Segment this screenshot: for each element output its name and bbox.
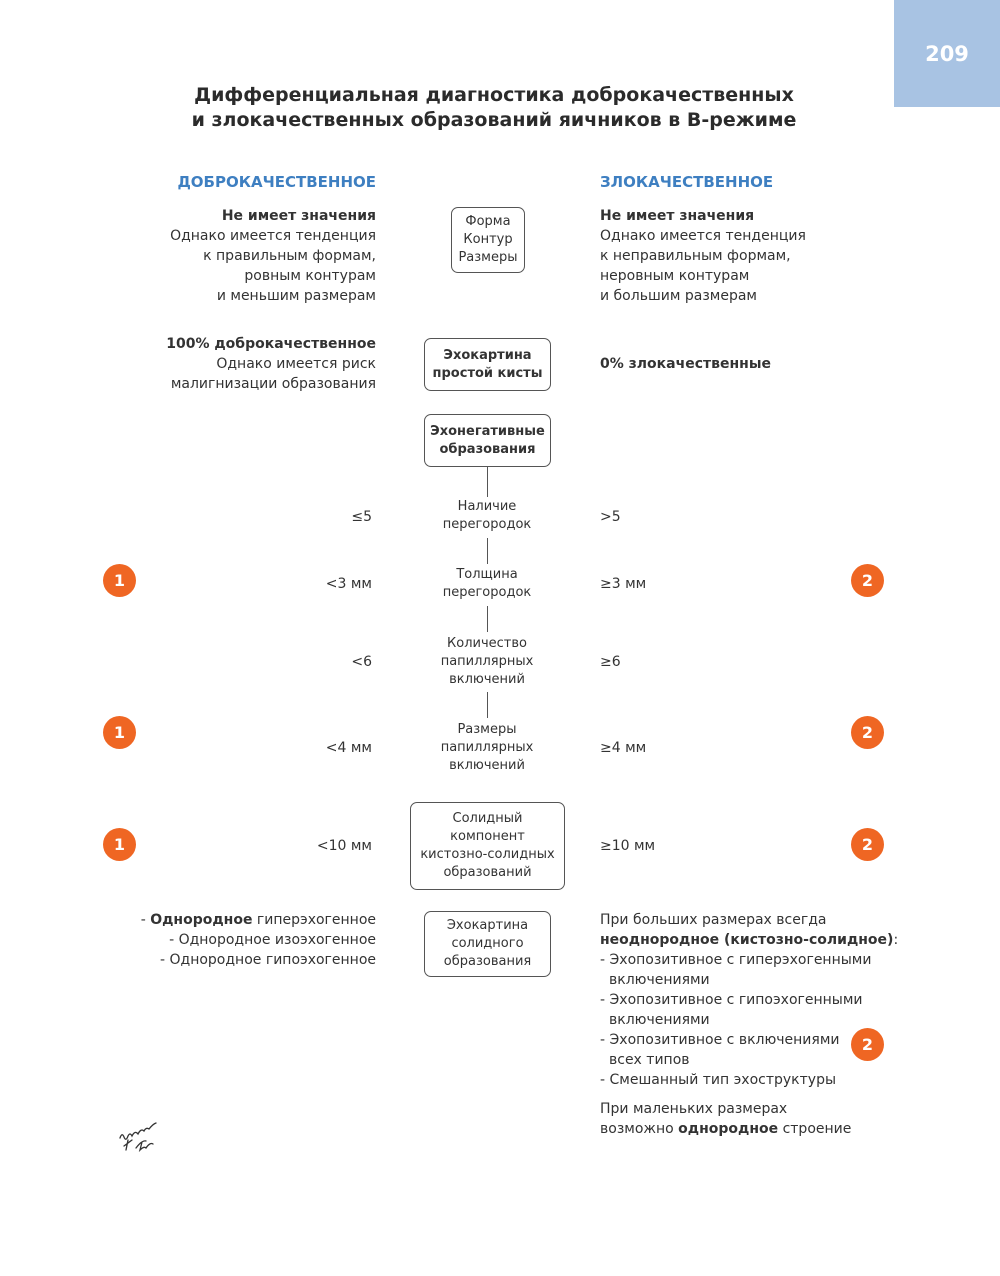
- shape-malignant-line: Однако имеется тенденция: [600, 228, 806, 244]
- box-line: Контур: [463, 232, 513, 247]
- box-line: Форма: [465, 214, 511, 229]
- label-line: перегородок: [442, 517, 532, 532]
- label-line: Размеры: [457, 722, 517, 737]
- label-line: папиллярных: [440, 740, 534, 755]
- papillary-size-malignant-value: ≥4 мм: [600, 740, 647, 756]
- badge-1: 1: [103, 564, 136, 597]
- page-number: 209: [894, 0, 1000, 107]
- papillary-count-label: [402, 635, 572, 689]
- shape-malignant-line: к неправильным формам,: [600, 248, 791, 264]
- box-line: Эхокартина: [446, 918, 529, 933]
- connector-line: [487, 606, 488, 632]
- shape-benign-line: Однако имеется тенденция: [170, 228, 376, 244]
- simple-cyst-benign-line: малигнизации образования: [170, 376, 376, 392]
- connector-line: [487, 692, 488, 718]
- solid-malignant-item: включениями: [609, 1012, 710, 1028]
- septa-presence-benign-value: ≤5: [351, 509, 372, 525]
- solid-small-size-line-2: [600, 1119, 898, 1139]
- solid-malignant-item: - Смешанный тип эхоструктуры: [600, 1072, 837, 1088]
- simple-cyst-benign-line: Однако имеется риск: [216, 356, 376, 372]
- papillary-count-benign-value: <6: [351, 654, 372, 670]
- solid-benign-line-1: [141, 910, 376, 930]
- label-line: Количество: [447, 636, 527, 651]
- papillary-count-malignant-value: ≥6: [600, 654, 621, 670]
- anechoic-formations-box: [424, 414, 551, 467]
- solid-malignant-item: - Эхопозитивное с включениями: [600, 1032, 840, 1048]
- structure-text: строение: [778, 1121, 852, 1137]
- label-line: Толщина: [456, 567, 518, 582]
- solid-malignant-item: - Эхопозитивное с гиперэхогенными: [600, 952, 872, 968]
- solid-component-box: [410, 802, 565, 890]
- septa-presence-malignant-value: >5: [600, 509, 621, 525]
- connector-line: [487, 538, 488, 564]
- box-line: компонент: [450, 829, 525, 844]
- label-line: перегородок: [442, 585, 532, 600]
- shape-malignant-line: и большим размерам: [600, 288, 757, 304]
- badge-2: 2: [851, 716, 884, 749]
- solid-benign-line: - Однородное гипоэхогенное: [160, 952, 376, 968]
- label-line: включений: [449, 672, 525, 687]
- solid-malignant-item: всех типов: [609, 1052, 690, 1068]
- shape-benign-line: ровным контурам: [244, 268, 376, 284]
- box-line: образований: [443, 865, 532, 880]
- badge-1: 1: [103, 828, 136, 861]
- box-line: Солидный: [452, 811, 523, 826]
- solid-component-malignant-value: ≥10 мм: [600, 838, 656, 854]
- box-line: простой кисты: [432, 365, 543, 381]
- solid-benign-text: [141, 910, 376, 970]
- hyperechoic-text: гиперэхогенное: [252, 912, 376, 928]
- shape-malignant-line: неровным контурам: [600, 268, 750, 284]
- label-line: Наличие: [457, 499, 517, 514]
- box-line: образования: [443, 954, 532, 969]
- solid-benign-line: - Однородное изоэхогенное: [169, 932, 376, 948]
- solid-small-size-line-1: При маленьких размерах: [600, 1101, 788, 1117]
- box-line: кистозно-солидных: [420, 847, 555, 862]
- solid-malignant-intro: При больших размерах всегда: [600, 912, 827, 928]
- shape-benign-line: к правильным формам,: [203, 248, 376, 264]
- solid-malignant-item: - Эхопозитивное с гипоэхогенными: [600, 992, 863, 1008]
- solid-formation-box: [424, 911, 551, 977]
- badge-2: 2: [851, 1028, 884, 1061]
- solid-malignant-item: включениями: [609, 972, 710, 988]
- septa-thickness-benign-value: <3 мм: [325, 576, 372, 592]
- papillary-size-label: [402, 721, 572, 775]
- shape-malignant-bold: Не имеет значения: [600, 208, 755, 224]
- page-title-line-2: и злокачественных образований яичников в В-режиме: [191, 109, 797, 131]
- shape-benign-bold: Не имеет значения: [221, 208, 376, 224]
- septa-thickness-label: [402, 566, 572, 602]
- shape-benign-line: и меньшим размерам: [216, 288, 376, 304]
- possible-text: возможно: [600, 1121, 679, 1137]
- shape-benign-text: [170, 206, 376, 306]
- septa-thickness-malignant-value: ≥3 мм: [600, 576, 647, 592]
- box-line: образования: [439, 441, 536, 457]
- simple-cyst-malignant-text: 0% злокачественные: [600, 356, 771, 372]
- badge-2: 2: [851, 828, 884, 861]
- simple-cyst-box: [424, 338, 551, 391]
- connector-line: [487, 467, 488, 497]
- shape-contour-size-box: [451, 207, 525, 273]
- simple-cyst-benign-bold: 100% доброкачественное: [166, 336, 376, 352]
- malignant-header: ЗЛОКАЧЕСТВЕННОЕ: [600, 173, 774, 191]
- papillary-size-benign-value: <4 мм: [325, 740, 372, 756]
- solid-malignant-text: [600, 910, 898, 1139]
- page-title-line-1: Дифференциальная диагностика доброкачественных: [194, 84, 794, 106]
- homogeneous-bold: Однородное: [150, 912, 253, 928]
- septa-presence-label: [402, 498, 572, 534]
- badge-2: 2: [851, 564, 884, 597]
- shape-malignant-text: [600, 206, 806, 306]
- solid-malignant-bold-line: [600, 930, 898, 950]
- box-line: Эхокартина: [443, 347, 532, 363]
- label-line: включений: [449, 758, 525, 773]
- box-line: солидного: [451, 936, 524, 951]
- box-line: Размеры: [458, 250, 518, 265]
- author-signature: [112, 1112, 172, 1158]
- badge-1: 1: [103, 716, 136, 749]
- heterogeneous-bold: неоднородное (кистозно-солидное): [600, 932, 894, 948]
- box-line: Эхонегативные: [430, 423, 545, 439]
- dash: -: [140, 912, 151, 928]
- label-line: папиллярных: [440, 654, 534, 669]
- solid-component-benign-value: <10 мм: [316, 838, 372, 854]
- homogeneous-bold: однородное: [678, 1121, 779, 1137]
- simple-cyst-benign-text: [166, 334, 376, 394]
- benign-header: ДОБРОКАЧЕСТВЕННОЕ: [177, 173, 376, 191]
- colon: :: [893, 932, 899, 948]
